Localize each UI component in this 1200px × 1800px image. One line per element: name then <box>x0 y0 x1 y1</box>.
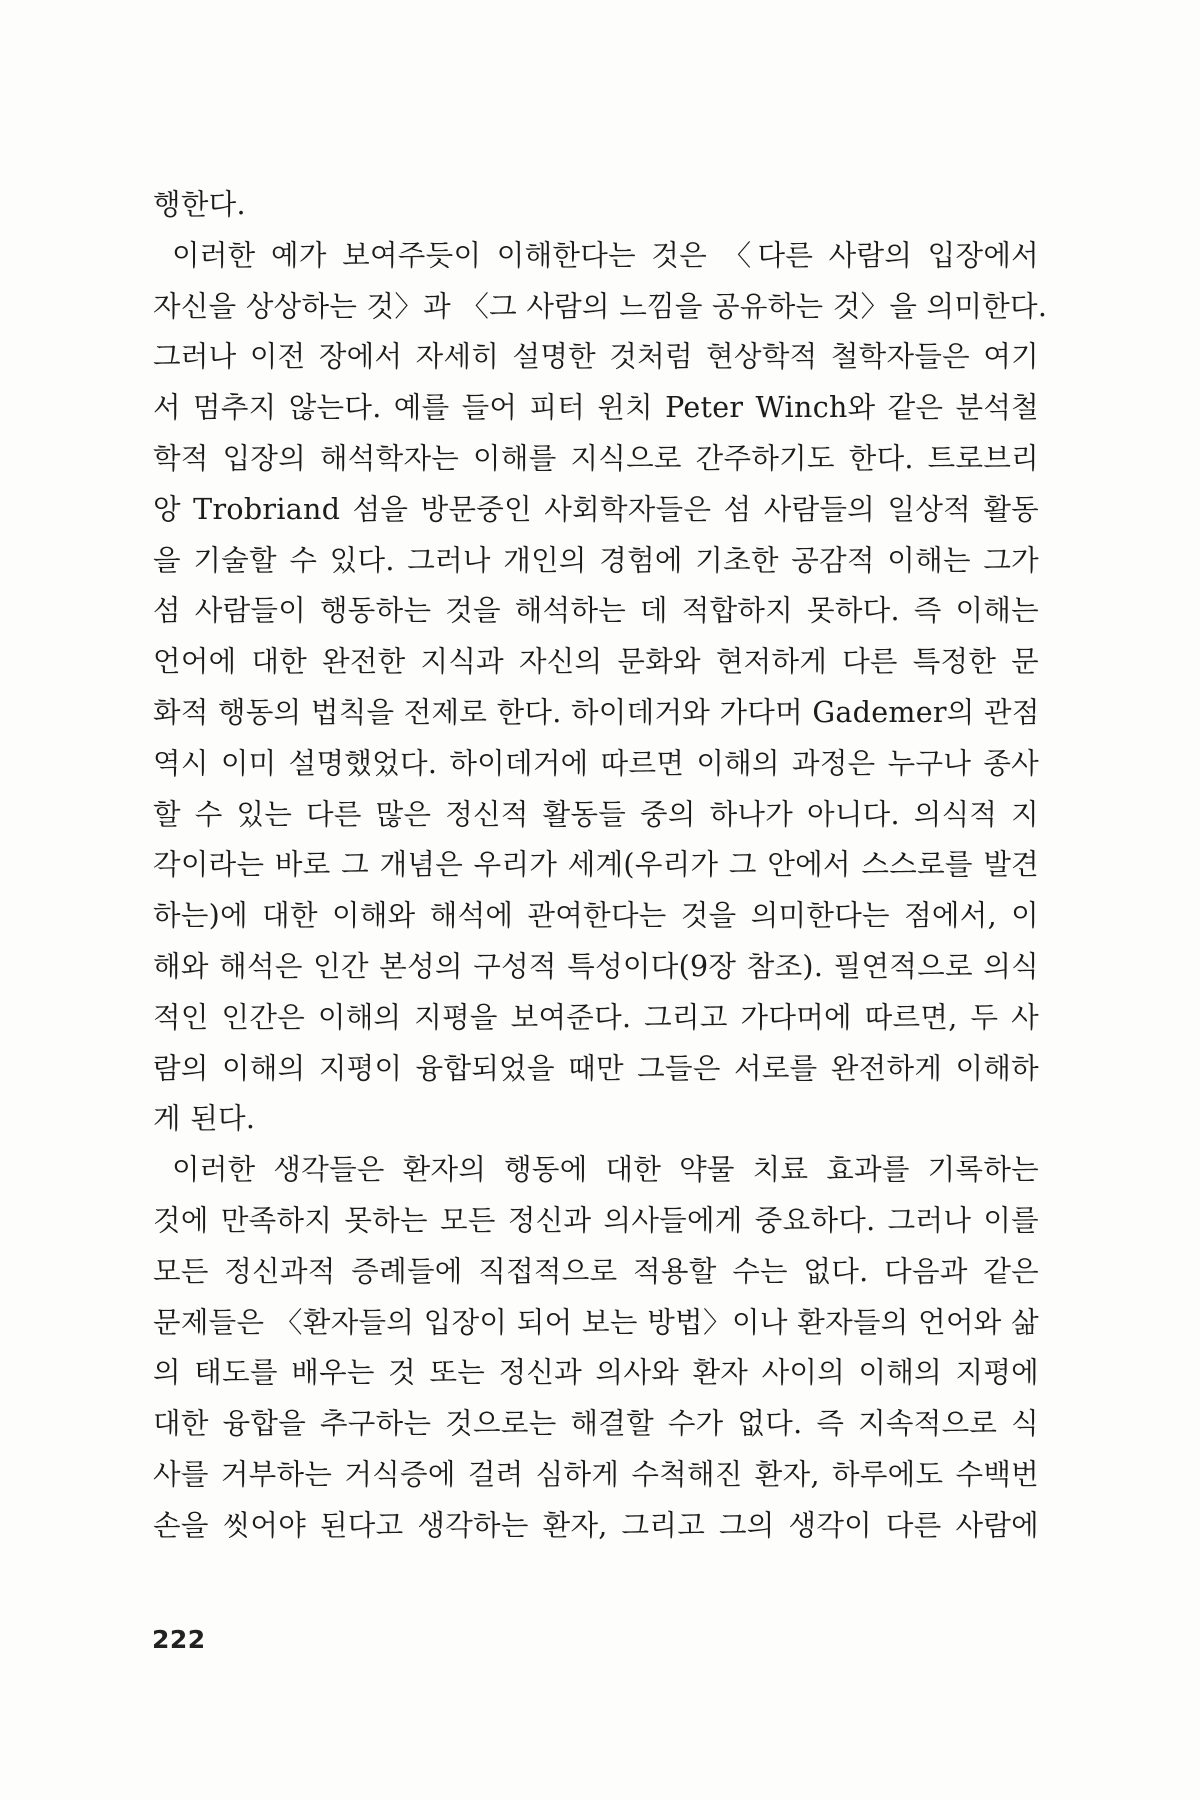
text-line: 자신을 상상하는 것〉과 〈그 사람의 느낌을 공유하는 것〉을 의미한다. <box>153 289 1048 323</box>
page-number: 222 <box>152 1625 206 1654</box>
text-line: 하는)에 대한 이해와 해석에 관여한다는 것을 의미한다는 점에서, 이 <box>153 899 1039 933</box>
text-line: 앙 Trobriand 섬을 방문중인 사회학자들은 섬 사람들의 일상적 활동 <box>153 492 1039 526</box>
text-line: 섬 사람들이 행동하는 것을 해석하는 데 적합하지 못하다. 즉 이해는 <box>153 594 1039 628</box>
text-line: 학적 입장의 해석학자는 이해를 지식으로 간주하기도 한다. 트로브리 <box>153 441 1039 475</box>
text-line: 을 기술할 수 있다. 그러나 개인의 경험에 기초한 공감적 이해는 그가 <box>153 543 1039 577</box>
text-line: 해와 해석은 인간 본성의 구성적 특성이다(9장 참조). 필연적으로 의식 <box>153 949 1039 983</box>
text-line: 대한 융합을 추구하는 것으로는 해결할 수가 없다. 즉 지속적으로 식 <box>153 1407 1039 1441</box>
text-line: 행한다. <box>153 188 246 221</box>
text-line: 람의 이해의 지평이 융합되었을 때만 그들은 서로를 완전하게 이해하 <box>153 1051 1039 1085</box>
text-line: 화적 행동의 법칙을 전제로 한다. 하이데거와 가다머 Gademer의 관점 <box>153 695 1040 729</box>
text-line: 사를 거부하는 거식증에 걸려 심하게 수척해진 환자, 하루에도 수백번 <box>153 1457 1039 1491</box>
body-text <box>153 180 1048 1552</box>
text-line: 역시 이미 설명했었다. 하이데거에 따르면 이해의 과정은 누구나 종사 <box>153 746 1039 780</box>
text-line: 손을 씻어야 된다고 생각하는 환자, 그리고 그의 생각이 다른 사람에 <box>153 1508 1039 1542</box>
text-line: 모든 정신과적 증례들에 직접적으로 적용할 수는 없다. 다음과 같은 <box>153 1254 1039 1288</box>
text-line: 할 수 있는 다른 많은 정신적 활동들 중의 하나가 아니다. 의식적 지 <box>153 797 1039 831</box>
text-line: 의 태도를 배우는 것 또는 정신과 의사와 환자 사이의 이해의 지평에 <box>153 1356 1039 1390</box>
text-line: 이러한 예가 보여주듯이 이해한다는 것은 〈다른 사람의 입장에서 <box>172 238 1039 272</box>
text-line: 것에 만족하지 못하는 모든 정신과 의사들에게 중요하다. 그러나 이를 <box>153 1203 1039 1237</box>
text-line: 언어에 대한 완전한 지식과 자신의 문화와 현저하게 다른 특정한 문 <box>153 645 1039 679</box>
text-line: 게 된다. <box>153 1102 256 1136</box>
text-line: 적인 인간은 이해의 지평을 보여준다. 그리고 가다머에 따르면, 두 사 <box>153 1000 1039 1034</box>
text-line: 이러한 생각들은 환자의 행동에 대한 약물 치료 효과를 기록하는 <box>172 1153 1039 1187</box>
text-line: 그러나 이전 장에서 자세히 설명한 것처럼 현상학적 철학자들은 여기 <box>153 340 1039 374</box>
text-line: 서 멈추지 않는다. 예를 들어 피터 윈치 Peter Winch와 같은 분석철 <box>153 391 1039 425</box>
text-line: 문제들은 〈환자들의 입장이 되어 보는 방법〉이나 환자들의 언어와 삶 <box>153 1305 1039 1339</box>
text-line: 각이라는 바로 그 개념은 우리가 세계(우리가 그 안에서 스스로를 발견 <box>153 848 1039 882</box>
